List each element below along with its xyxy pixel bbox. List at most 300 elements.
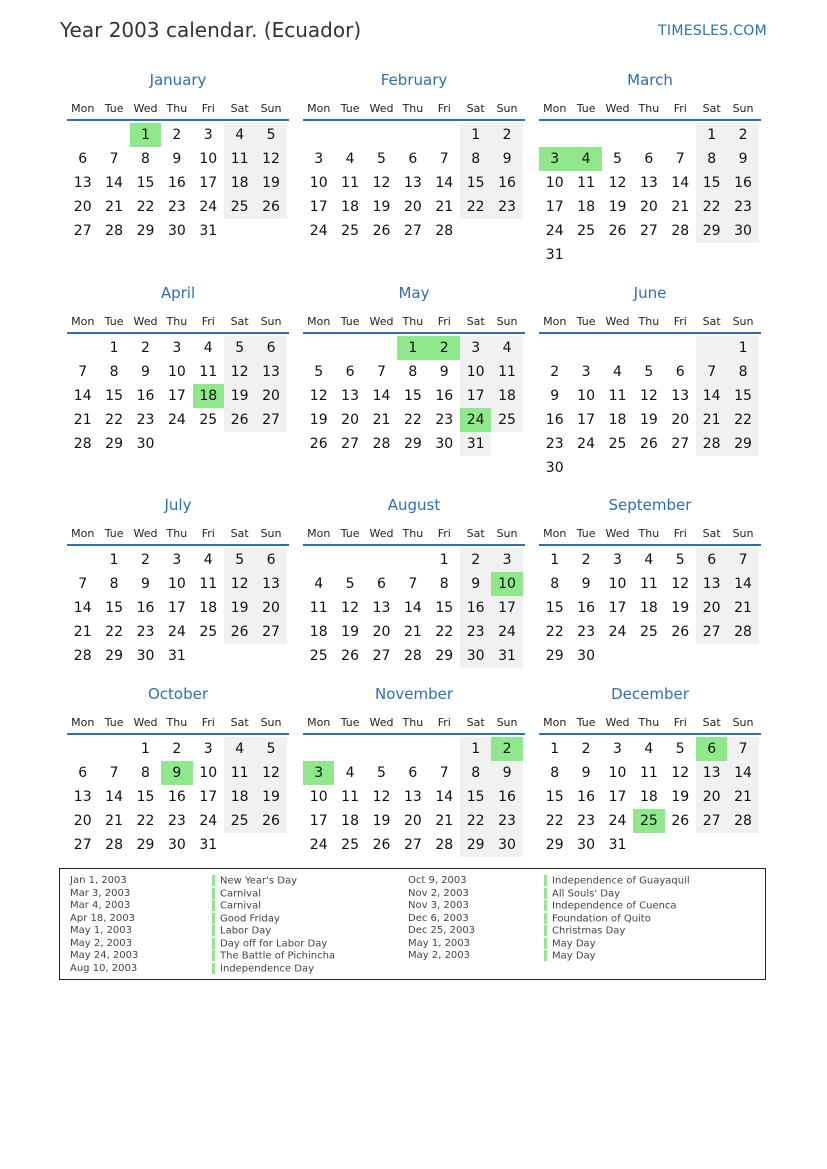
day-cell[interactable]: 6 [255,548,286,572]
day-cell[interactable]: 25 [577,223,595,239]
day-cell[interactable]: 15 [136,175,155,191]
day-cell[interactable]: 18 [341,813,359,829]
day-cell[interactable]: 7 [727,548,758,572]
day-cell[interactable]: 5 [224,336,255,360]
day-cell[interactable]: 18 [224,171,255,195]
day-cell[interactable]: 11 [199,364,218,380]
day-cell[interactable]: 8 [460,761,491,785]
day-cell[interactable]: 14 [105,789,123,805]
day-cell[interactable]: 10 [167,576,186,592]
day-cell[interactable]: 10 [309,175,328,191]
day-cell[interactable]: 14 [696,384,727,408]
day-cell[interactable]: 17 [577,412,595,428]
day-cell[interactable]: 30 [167,223,186,239]
day-cell[interactable]: 31 [545,247,564,263]
day-cell[interactable]: 5 [255,123,286,147]
day-cell[interactable]: 16 [577,600,595,616]
day-cell[interactable]: 16 [460,596,491,620]
day-cell[interactable]: 28 [435,223,454,239]
day-cell[interactable]: 3 [314,151,324,167]
day-cell[interactable]: 7 [439,765,449,781]
day-cell[interactable]: 26 [608,223,627,239]
day-cell[interactable]: 4 [613,364,622,380]
day-cell[interactable]: 13 [403,789,422,805]
day-cell[interactable]: 4 [345,151,355,167]
day-cell[interactable]: 12 [372,789,391,805]
day-cell[interactable]: 14 [105,175,123,191]
day-cell[interactable]: 14 [73,388,92,404]
day-cell[interactable]: 7 [78,576,88,592]
day-cell[interactable]: 20 [255,596,286,620]
day-cell[interactable]: 20 [73,199,92,215]
day-cell[interactable]: 10 [309,789,328,805]
day-cell[interactable]: 3 [203,127,213,143]
day-cell[interactable]: 10 [199,151,218,167]
day-cell[interactable]: 17 [460,384,491,408]
day-cell[interactable]: 6 [675,364,685,380]
day-cell[interactable]: 1 [550,741,560,757]
day-cell[interactable]: 22 [460,809,491,833]
day-cell[interactable]: 12 [224,360,255,384]
day-cell[interactable]: 9 [491,147,522,171]
day-cell[interactable]: 24 [608,624,627,640]
day-cell[interactable]: 1 [141,741,150,757]
day-cell[interactable]: 26 [372,223,391,239]
day-cell[interactable]: 19 [224,384,255,408]
day-cell[interactable]: 27 [403,837,422,853]
day-cell[interactable]: 10 [460,360,491,384]
day-cell[interactable]: 3 [613,741,622,757]
day-cell[interactable]: 8 [141,765,150,781]
day-cell[interactable]: 31 [199,837,218,853]
day-cell[interactable]: 26 [224,620,255,644]
day-cell[interactable]: 11 [224,761,255,785]
day-cell[interactable]: 5 [345,576,355,592]
day-cell[interactable]: 16 [136,388,155,404]
day-cell[interactable]: 21 [727,596,758,620]
day-cell[interactable]: 29 [545,837,564,853]
day-cell[interactable]: 26 [372,837,391,853]
day-cell[interactable]: 30 [491,833,522,857]
day-cell[interactable]: 16 [136,600,155,616]
day-cell[interactable]: 25 [639,624,658,640]
day-cell[interactable]: 4 [224,737,255,761]
day-cell[interactable]: 21 [105,199,123,215]
day-cell[interactable]: 5 [314,364,324,380]
day-cell[interactable]: 14 [435,175,454,191]
day-cell[interactable]: 29 [727,432,758,456]
day-cell[interactable]: 19 [372,199,391,215]
day-cell[interactable]: 30 [460,644,491,668]
day-cell[interactable]: 16 [491,171,522,195]
day-cell[interactable]: 17 [167,600,186,616]
day-cell[interactable]: 13 [73,175,92,191]
day-cell[interactable]: 25 [491,408,522,432]
day-cell[interactable]: 18 [309,624,328,640]
day-cell[interactable]: 11 [491,360,522,384]
day-cell[interactable]: 13 [639,175,658,191]
day-cell[interactable]: 14 [671,175,690,191]
day-cell[interactable]: 19 [372,813,391,829]
day-cell[interactable]: 8 [141,151,150,167]
day-cell[interactable]: 17 [167,388,186,404]
day-cell[interactable]: 20 [403,199,422,215]
day-cell[interactable]: 3 [172,340,182,356]
day-cell[interactable]: 14 [73,600,92,616]
day-cell[interactable]: 25 [199,412,218,428]
day-cell[interactable]: 29 [136,223,155,239]
day-cell[interactable]: 8 [408,364,418,380]
day-cell[interactable]: 11 [224,147,255,171]
day-cell[interactable]: 24 [460,408,491,432]
day-cell[interactable]: 7 [377,364,386,380]
day-cell[interactable]: 15 [696,171,727,195]
day-cell[interactable]: 6 [696,548,727,572]
day-cell[interactable]: 2 [727,123,758,147]
day-cell[interactable]: 19 [255,785,286,809]
day-cell[interactable]: 29 [105,648,123,664]
day-cell[interactable]: 23 [727,195,758,219]
day-cell[interactable]: 12 [309,388,328,404]
day-cell[interactable]: 26 [639,436,658,452]
day-cell[interactable]: 15 [545,789,564,805]
day-cell[interactable]: 27 [696,809,727,833]
day-cell[interactable]: 13 [341,388,359,404]
day-cell[interactable]: 24 [577,436,595,452]
day-cell[interactable]: 1 [130,123,161,147]
day-cell[interactable]: 5 [377,765,386,781]
day-cell[interactable]: 30 [577,837,595,853]
day-cell[interactable]: 22 [727,408,758,432]
day-cell[interactable]: 1 [460,737,491,761]
day-cell[interactable]: 30 [545,460,564,476]
day-cell[interactable]: 15 [403,388,422,404]
day-cell[interactable]: 13 [255,572,286,596]
day-cell[interactable]: 27 [255,620,286,644]
day-cell[interactable]: 11 [309,600,328,616]
day-cell[interactable]: 27 [372,648,391,664]
day-cell[interactable]: 15 [435,600,454,616]
day-cell[interactable]: 17 [199,175,218,191]
day-cell[interactable]: 4 [203,340,213,356]
day-cell[interactable]: 12 [255,761,286,785]
day-cell[interactable]: 19 [639,412,658,428]
day-cell[interactable]: 8 [696,147,727,171]
day-cell[interactable]: 24 [167,412,186,428]
day-cell[interactable]: 21 [696,408,727,432]
day-cell[interactable]: 2 [491,123,522,147]
day-cell[interactable]: 13 [73,789,92,805]
day-cell[interactable]: 9 [161,761,192,785]
day-cell[interactable]: 11 [341,789,359,805]
day-cell[interactable]: 15 [105,388,123,404]
day-cell[interactable]: 5 [224,548,255,572]
day-cell[interactable]: 18 [639,600,658,616]
day-cell[interactable]: 7 [109,765,119,781]
day-cell[interactable]: 5 [255,737,286,761]
day-cell[interactable]: 4 [203,552,213,568]
day-cell[interactable]: 18 [608,412,627,428]
day-cell[interactable]: 14 [727,761,758,785]
day-cell[interactable]: 22 [545,813,564,829]
day-cell[interactable]: 21 [73,412,92,428]
day-cell[interactable]: 4 [491,336,522,360]
day-cell[interactable]: 1 [727,336,758,360]
brand-link[interactable]: TIMESLES.COM [658,23,767,39]
day-cell[interactable]: 17 [309,199,328,215]
day-cell[interactable]: 4 [345,765,355,781]
day-cell[interactable]: 3 [539,147,570,171]
day-cell[interactable]: 20 [671,412,690,428]
day-cell[interactable]: 15 [136,789,155,805]
day-cell[interactable]: 12 [255,147,286,171]
day-cell[interactable]: 26 [671,813,690,829]
day-cell[interactable]: 3 [613,552,622,568]
day-cell[interactable]: 29 [696,219,727,243]
day-cell[interactable]: 18 [577,199,595,215]
day-cell[interactable]: 17 [608,789,627,805]
day-cell[interactable]: 30 [577,648,595,664]
day-cell[interactable]: 3 [581,364,591,380]
day-cell[interactable]: 3 [460,336,491,360]
day-cell[interactable]: 15 [727,384,758,408]
day-cell[interactable]: 19 [255,171,286,195]
day-cell[interactable]: 3 [203,741,213,757]
day-cell[interactable]: 29 [435,648,454,664]
day-cell[interactable]: 8 [460,147,491,171]
day-cell[interactable]: 27 [671,436,690,452]
day-cell[interactable]: 7 [696,360,727,384]
day-cell[interactable]: 3 [491,548,522,572]
day-cell[interactable]: 20 [255,384,286,408]
day-cell[interactable]: 2 [581,741,591,757]
day-cell[interactable]: 31 [167,648,186,664]
day-cell[interactable]: 26 [255,809,286,833]
day-cell[interactable]: 16 [727,171,758,195]
day-cell[interactable]: 18 [224,785,255,809]
day-cell[interactable]: 23 [491,195,522,219]
day-cell[interactable]: 6 [696,737,727,761]
day-cell[interactable]: 16 [545,412,564,428]
day-cell[interactable]: 11 [639,765,658,781]
day-cell[interactable]: 4 [570,147,601,171]
day-cell[interactable]: 5 [377,151,386,167]
day-cell[interactable]: 25 [309,648,328,664]
day-cell[interactable]: 24 [545,223,564,239]
day-cell[interactable]: 26 [255,195,286,219]
day-cell[interactable]: 12 [341,600,359,616]
day-cell[interactable]: 12 [671,576,690,592]
day-cell[interactable]: 15 [105,600,123,616]
day-cell[interactable]: 16 [167,789,186,805]
day-cell[interactable]: 12 [224,572,255,596]
day-cell[interactable]: 9 [172,151,182,167]
day-cell[interactable]: 26 [309,436,328,452]
day-cell[interactable]: 9 [727,147,758,171]
day-cell[interactable]: 2 [550,364,560,380]
day-cell[interactable]: 18 [491,384,522,408]
day-cell[interactable]: 1 [439,552,449,568]
day-cell[interactable]: 28 [727,620,758,644]
day-cell[interactable]: 22 [403,412,422,428]
day-cell[interactable]: 6 [644,151,654,167]
day-cell[interactable]: 22 [136,813,155,829]
day-cell[interactable]: 24 [199,199,218,215]
day-cell[interactable]: 7 [408,576,418,592]
day-cell[interactable]: 23 [167,813,186,829]
day-cell[interactable]: 25 [608,436,627,452]
day-cell[interactable]: 19 [224,596,255,620]
day-cell[interactable]: 14 [727,572,758,596]
day-cell[interactable]: 4 [644,552,654,568]
day-cell[interactable]: 28 [727,809,758,833]
day-cell[interactable]: 12 [671,765,690,781]
day-cell[interactable]: 7 [727,737,758,761]
day-cell[interactable]: 10 [608,765,627,781]
day-cell[interactable]: 15 [460,785,491,809]
day-cell[interactable]: 28 [73,436,92,452]
day-cell[interactable]: 29 [105,436,123,452]
day-cell[interactable]: 2 [460,548,491,572]
day-cell[interactable]: 19 [608,199,627,215]
day-cell[interactable]: 20 [696,596,727,620]
day-cell[interactable]: 6 [78,151,88,167]
day-cell[interactable]: 6 [408,765,418,781]
day-cell[interactable]: 9 [491,761,522,785]
day-cell[interactable]: 10 [577,388,595,404]
day-cell[interactable]: 12 [608,175,627,191]
day-cell[interactable]: 4 [314,576,324,592]
day-cell[interactable]: 24 [309,837,328,853]
day-cell[interactable]: 4 [644,741,654,757]
day-cell[interactable]: 22 [105,412,123,428]
day-cell[interactable]: 30 [167,837,186,853]
day-cell[interactable]: 21 [727,785,758,809]
day-cell[interactable]: 10 [608,576,627,592]
day-cell[interactable]: 9 [460,572,491,596]
day-cell[interactable]: 5 [644,364,654,380]
day-cell[interactable]: 23 [577,624,595,640]
day-cell[interactable]: 11 [639,576,658,592]
day-cell[interactable]: 25 [341,837,359,853]
day-cell[interactable]: 11 [577,175,595,191]
day-cell[interactable]: 30 [136,648,155,664]
day-cell[interactable]: 28 [403,648,422,664]
day-cell[interactable]: 20 [372,624,391,640]
day-cell[interactable]: 23 [460,620,491,644]
day-cell[interactable]: 21 [372,412,391,428]
day-cell[interactable]: 23 [491,809,522,833]
day-cell[interactable]: 7 [78,364,88,380]
day-cell[interactable]: 8 [109,576,119,592]
day-cell[interactable]: 8 [550,765,560,781]
day-cell[interactable]: 28 [105,223,123,239]
day-cell[interactable]: 22 [460,195,491,219]
day-cell[interactable]: 22 [696,195,727,219]
day-cell[interactable]: 5 [675,741,685,757]
day-cell[interactable]: 3 [303,761,334,785]
day-cell[interactable]: 28 [696,432,727,456]
day-cell[interactable]: 17 [199,789,218,805]
day-cell[interactable]: 24 [167,624,186,640]
day-cell[interactable]: 27 [403,223,422,239]
day-cell[interactable]: 4 [224,123,255,147]
day-cell[interactable]: 23 [136,624,155,640]
day-cell[interactable]: 1 [397,336,428,360]
day-cell[interactable]: 19 [309,412,328,428]
day-cell[interactable]: 7 [439,151,449,167]
day-cell[interactable]: 13 [696,761,727,785]
day-cell[interactable]: 2 [491,737,522,761]
day-cell[interactable]: 18 [639,789,658,805]
day-cell[interactable]: 2 [581,552,591,568]
day-cell[interactable]: 5 [675,552,685,568]
day-cell[interactable]: 9 [141,364,150,380]
day-cell[interactable]: 27 [696,620,727,644]
day-cell[interactable]: 10 [167,364,186,380]
day-cell[interactable]: 24 [491,620,522,644]
day-cell[interactable]: 21 [435,813,454,829]
day-cell[interactable]: 2 [429,336,460,360]
day-cell[interactable]: 24 [309,223,328,239]
day-cell[interactable]: 25 [341,223,359,239]
day-cell[interactable]: 25 [199,624,218,640]
day-cell[interactable]: 13 [671,388,690,404]
day-cell[interactable]: 27 [341,436,359,452]
day-cell[interactable]: 14 [372,388,391,404]
day-cell[interactable]: 27 [639,223,658,239]
day-cell[interactable]: 1 [696,123,727,147]
day-cell[interactable]: 20 [696,785,727,809]
day-cell[interactable]: 30 [435,436,454,452]
day-cell[interactable]: 17 [545,199,564,215]
day-cell[interactable]: 28 [105,837,123,853]
day-cell[interactable]: 27 [73,837,92,853]
day-cell[interactable]: 26 [224,408,255,432]
day-cell[interactable]: 18 [199,600,218,616]
day-cell[interactable]: 13 [372,600,391,616]
day-cell[interactable]: 1 [550,552,560,568]
day-cell[interactable]: 13 [696,572,727,596]
day-cell[interactable]: 21 [105,813,123,829]
day-cell[interactable]: 9 [550,388,560,404]
day-cell[interactable]: 16 [167,175,186,191]
day-cell[interactable]: 11 [341,175,359,191]
day-cell[interactable]: 20 [403,813,422,829]
day-cell[interactable]: 10 [199,765,218,781]
day-cell[interactable]: 30 [727,219,758,243]
day-cell[interactable]: 21 [671,199,690,215]
day-cell[interactable]: 16 [577,789,595,805]
day-cell[interactable]: 12 [639,388,658,404]
day-cell[interactable]: 19 [671,600,690,616]
day-cell[interactable]: 5 [613,151,622,167]
day-cell[interactable]: 1 [460,123,491,147]
day-cell[interactable]: 27 [255,408,286,432]
day-cell[interactable]: 6 [408,151,418,167]
day-cell[interactable]: 2 [141,340,150,356]
day-cell[interactable]: 16 [435,388,454,404]
day-cell[interactable]: 23 [577,813,595,829]
day-cell[interactable]: 9 [439,364,449,380]
day-cell[interactable]: 18 [341,199,359,215]
day-cell[interactable]: 8 [727,360,758,384]
day-cell[interactable]: 23 [545,436,564,452]
day-cell[interactable]: 2 [172,741,182,757]
day-cell[interactable]: 16 [491,785,522,809]
day-cell[interactable]: 24 [199,813,218,829]
day-cell[interactable]: 21 [403,624,422,640]
